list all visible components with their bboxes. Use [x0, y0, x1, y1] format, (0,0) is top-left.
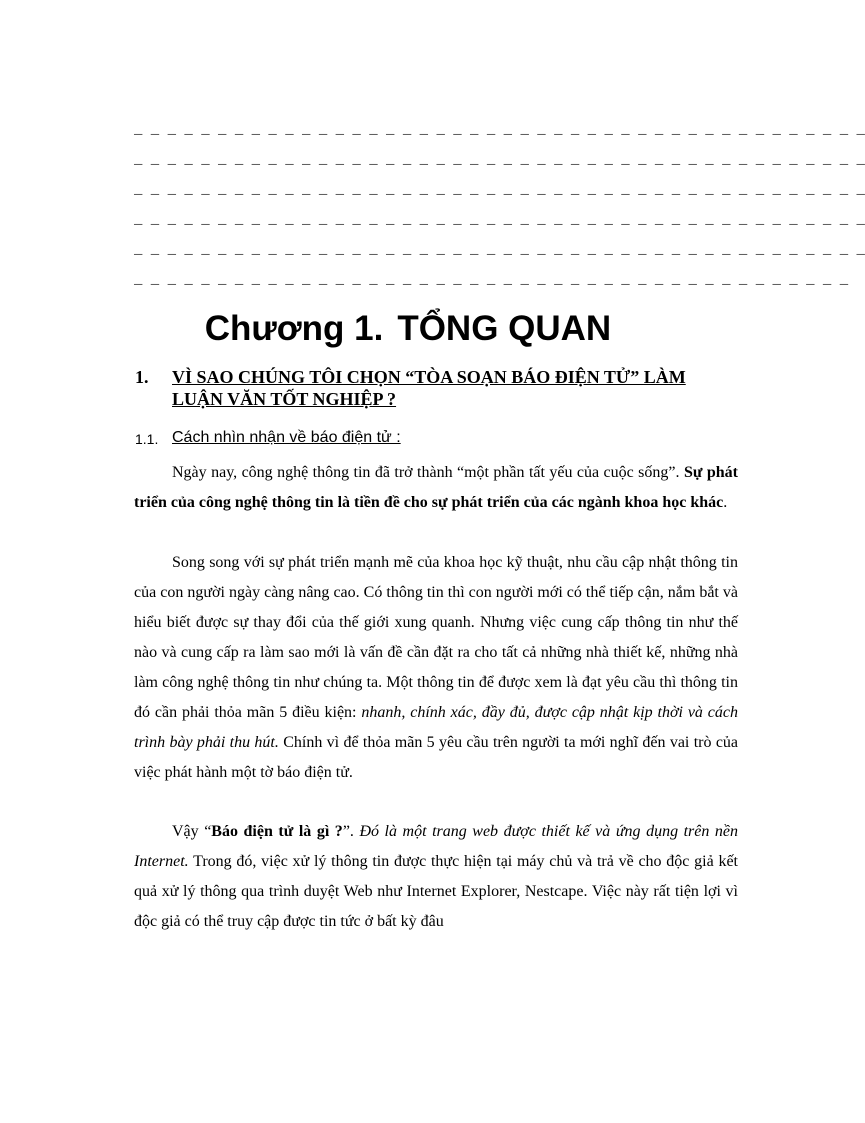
paragraph-text: Vậy “	[172, 823, 212, 840]
paragraph-bold-text: Báo điện tử là gì ?	[211, 823, 343, 840]
paragraph-requirements	[134, 548, 738, 788]
section-number: 1.	[135, 367, 149, 387]
paragraph-text: Song song với sự phát triển mạnh mẽ của khoa học kỹ thuật, nhu cầu cập nhật thông tin của con người ngày càng nâng cao. Có thông tin thì con người mới có thể tiếp cận, nắm bắt và hiểu biết được sự thay đổi của thế giới xung quanh. Nhưng việc cung cấp thông tin như thế nào và cung cấp ra làm sao mới là vấn đề cần đặt ra cho tất cả những nhà thiết kế, những nhà làm công nghệ thông tin như chúng ta. Một thông tin để được xem là đạt yêu cầu thì thông tin đó cần phải thỏa mãn 5 điều kiện:	[134, 554, 738, 721]
paragraph-text: Chính vì để thỏa mãn 5 yêu cầu trên người ta mới nghĩ đến vai trò của việc phát hành một tờ báo điện tử.	[134, 734, 739, 781]
chapter-title	[0, 306, 816, 352]
paragraph-italic-text: Đó là một trang web được thiết kế và ứng dụng trên nền Internet.	[134, 823, 739, 870]
separator-line: _ _ _ _ _ _ _ _ _ _ _ _ _ _ _ _ _ _ _ _ _ _ _ _ _ _ _ _ _ _ _ _ _ _ _ _ _ _ _ _ _ _ _ _	[134, 152, 865, 168]
separator-line: _ _ _ _ _ _ _ _ _ _ _ _ _ _ _ _ _ _ _ _ _ _ _ _ _ _ _ _ _ _ _ _ _ _ _ _ _ _ _ _ _ _ _ _	[134, 212, 865, 228]
paragraph-intro	[134, 458, 738, 518]
paragraph-text: Trong đó, việc xử lý thông tin được thực hiện tại máy chủ và trả về cho độc giả kết quả xử lý thông qua trình duyệt Web như Internet Explorer, Nestcape. Việc này rất tiện lợi vì độc giả có thể truy cập được tin tức ở bất kỳ đâu	[134, 853, 739, 930]
chapter-name: TỔNG QUAN	[397, 309, 612, 348]
separator-line: _ _ _ _ _ _ _ _ _ _ _ _ _ _ _ _ _ _ _ _ _ _ _ _ _ _ _ _ _ _ _ _ _ _ _ _ _ _ _ _ _ _ _ _	[134, 242, 865, 258]
paragraph-italic-text: nhanh, chính xác, đầy đủ, được cập nhật kịp thời và cách trình bày phải thu hút.	[134, 704, 739, 751]
paragraph-text: Ngày nay, công nghệ thông tin đã trở thành “một phần tất yếu của cuộc sống”.	[172, 464, 680, 481]
subsection-heading: Cách nhìn nhận về báo điện tử :	[172, 429, 401, 446]
chapter-number: Chương 1.	[204, 309, 384, 348]
separator-line: _ _ _ _ _ _ _ _ _ _ _ _ _ _ _ _ _ _ _ _ _ _ _ _ _ _ _ _ _ _ _ _ _ _ _ _ _ _ _ _ _ _ _	[134, 272, 849, 288]
subsection-number: 1.1.	[135, 431, 159, 447]
paragraph-definition	[134, 817, 738, 937]
paragraph-text: .	[723, 494, 728, 511]
section-heading: VÌ SAO CHÚNG TÔI CHỌN “TÒA SOẠN BÁO ĐIỆN TỬ” LÀM LUẬN VĂN TỐT NGHIỆP ?	[172, 367, 686, 409]
separator-line: _ _ _ _ _ _ _ _ _ _ _ _ _ _ _ _ _ _ _ _ _ _ _ _ _ _ _ _ _ _ _ _ _ _ _ _ _ _ _ _ _ _ _ _	[134, 182, 865, 198]
paragraph-text: ”.	[342, 823, 354, 840]
separator-line: _ _ _ _ _ _ _ _ _ _ _ _ _ _ _ _ _ _ _ _ _ _ _ _ _ _ _ _ _ _ _ _ _ _ _ _ _ _ _ _ _ _ _ _	[134, 122, 865, 138]
paragraph-bold-text: Sự phát triển của công nghệ thông tin là tiền đề cho sự phát triển của các ngành khoa học khác	[134, 464, 739, 511]
